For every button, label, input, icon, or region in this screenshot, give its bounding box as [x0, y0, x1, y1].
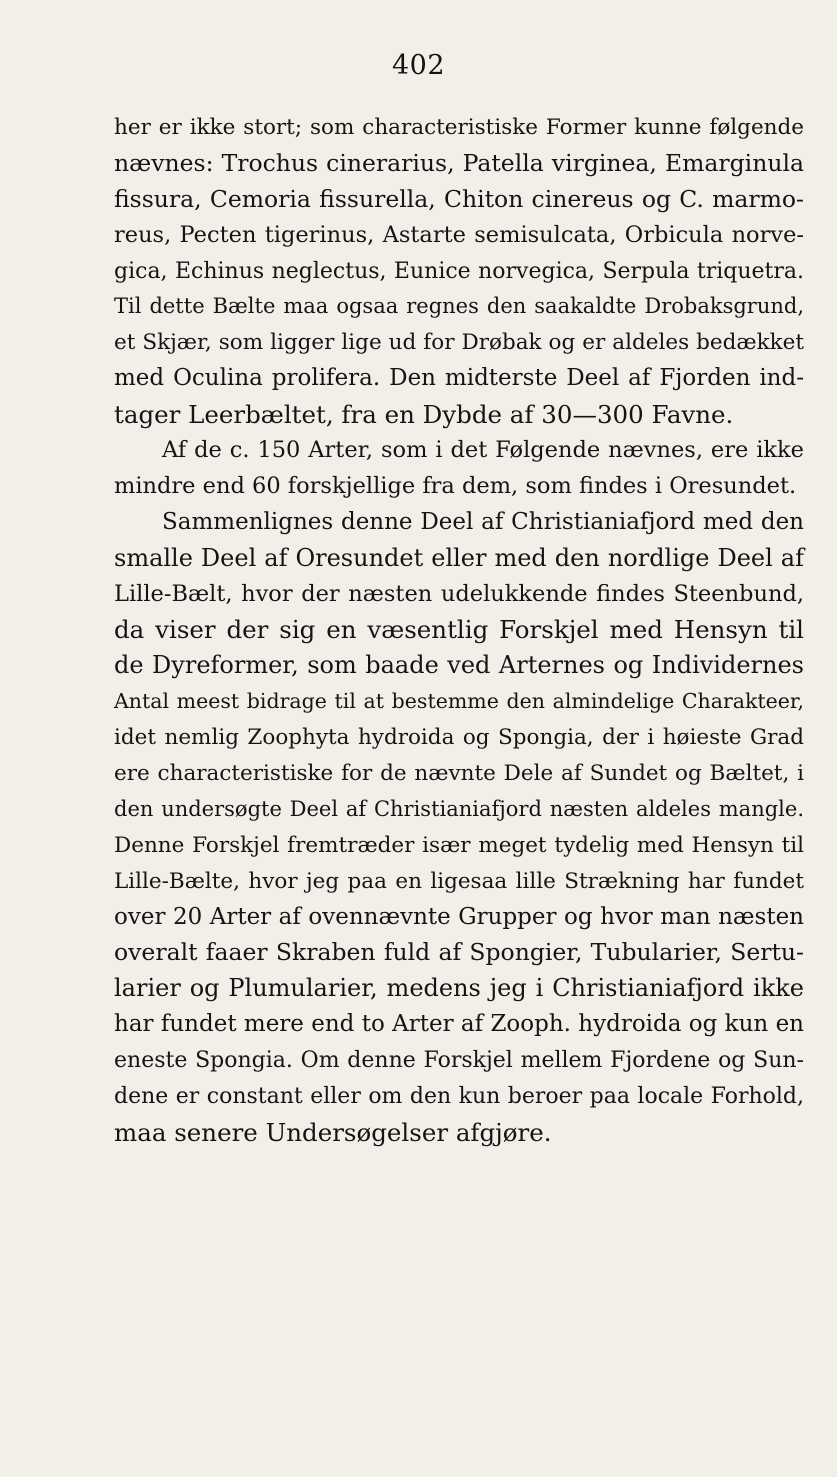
text-line: mindre end 60 forskjellige fra dem, som findes i Oresundet.	[114, 472, 797, 499]
text-line: de Dyreformer, som baade ved Arternes og Individernes	[114, 651, 804, 680]
text-line: maa senere Undersøgelser afgjøre.	[114, 1117, 552, 1147]
text-line: Lille-Bælt, hvor der næsten udelukkende findes Steenbund,	[114, 580, 804, 607]
text-line: et Skjær, som ligger lige ud for Drøbak og er aldeles bedækket	[114, 330, 804, 356]
text-line: med Oculina prolifera. Den midterste Deel af Fjorden ind-	[114, 365, 804, 392]
text-line: eneste Spongia. Om denne Forskjel mellem Fjordene og Sun-	[114, 1048, 804, 1074]
text-line: gica, Echinus neglectus, Eunice norvegica, Serpula triquetra.	[114, 258, 804, 284]
text-line: nævnes: Trochus cinerarius, Patella virginea, Emarginula	[114, 148, 804, 177]
text-line: Sammenlignes denne Deel af Christianiafjord med den	[162, 508, 804, 535]
text-line: fissura, Cemoria fissurella, Chiton cinereus og C. marmo-	[114, 184, 804, 213]
text-line: Lille-Bælte, hvor jeg paa en ligesaa lille Strækning har fundet	[114, 868, 804, 894]
text-line: tager Leerbæltet, fra en Dybde af 30—300 Favne.	[114, 400, 734, 430]
text-line: larier og Plumularier, medens jeg i Christianiafjord ikke	[114, 974, 804, 1003]
body-text	[114, 110, 804, 1151]
text-line: her er ikke stort; som characteristiske Former kunne følgende	[114, 115, 804, 140]
page-number: 402	[391, 50, 446, 81]
text-line: Antal meest bidrage til at bestemme den almindelige Charakteer,	[114, 689, 804, 714]
text-line: da viser der sig en væsentlig Forskjel med Hensyn til	[114, 615, 804, 645]
text-line: overalt faaer Skraben fuld af Spongier, Tubularier, Sertu-	[114, 938, 804, 967]
text-line: dene er constant eller om den kun beroer paa locale Forhold,	[114, 1084, 804, 1110]
text-line: har fundet mere end to Arter af Zooph. hydroida og kun en	[114, 1011, 804, 1038]
text-line: reus, Pecten tigerinus, Astarte semisulcata, Orbicula norve-	[114, 221, 804, 248]
text-line: den undersøgte Deel af Christianiafjord næsten aldeles mangle.	[114, 796, 804, 821]
text-line: smalle Deel af Oresundet eller med den nordlige Deel af	[114, 543, 804, 572]
text-line: ere characteristiske for de nævnte Dele af Sundet og Bæltet, i	[114, 761, 804, 787]
text-line: Til dette Bælte maa ogsaa regnes den saakaldte Drobaksgrund,	[114, 294, 804, 319]
text-line: Denne Forskjel fremtræder især meget tydelig med Hensyn til	[114, 832, 804, 858]
text-line: idet nemlig Zoophyta hydroida og Spongia, der i høieste Grad	[114, 725, 804, 751]
text-line: over 20 Arter af ovennævnte Grupper og hvor man næsten	[114, 903, 804, 930]
text-line: Af de c. 150 Arter, som i det Følgende nævnes, ere ikke	[162, 437, 804, 464]
